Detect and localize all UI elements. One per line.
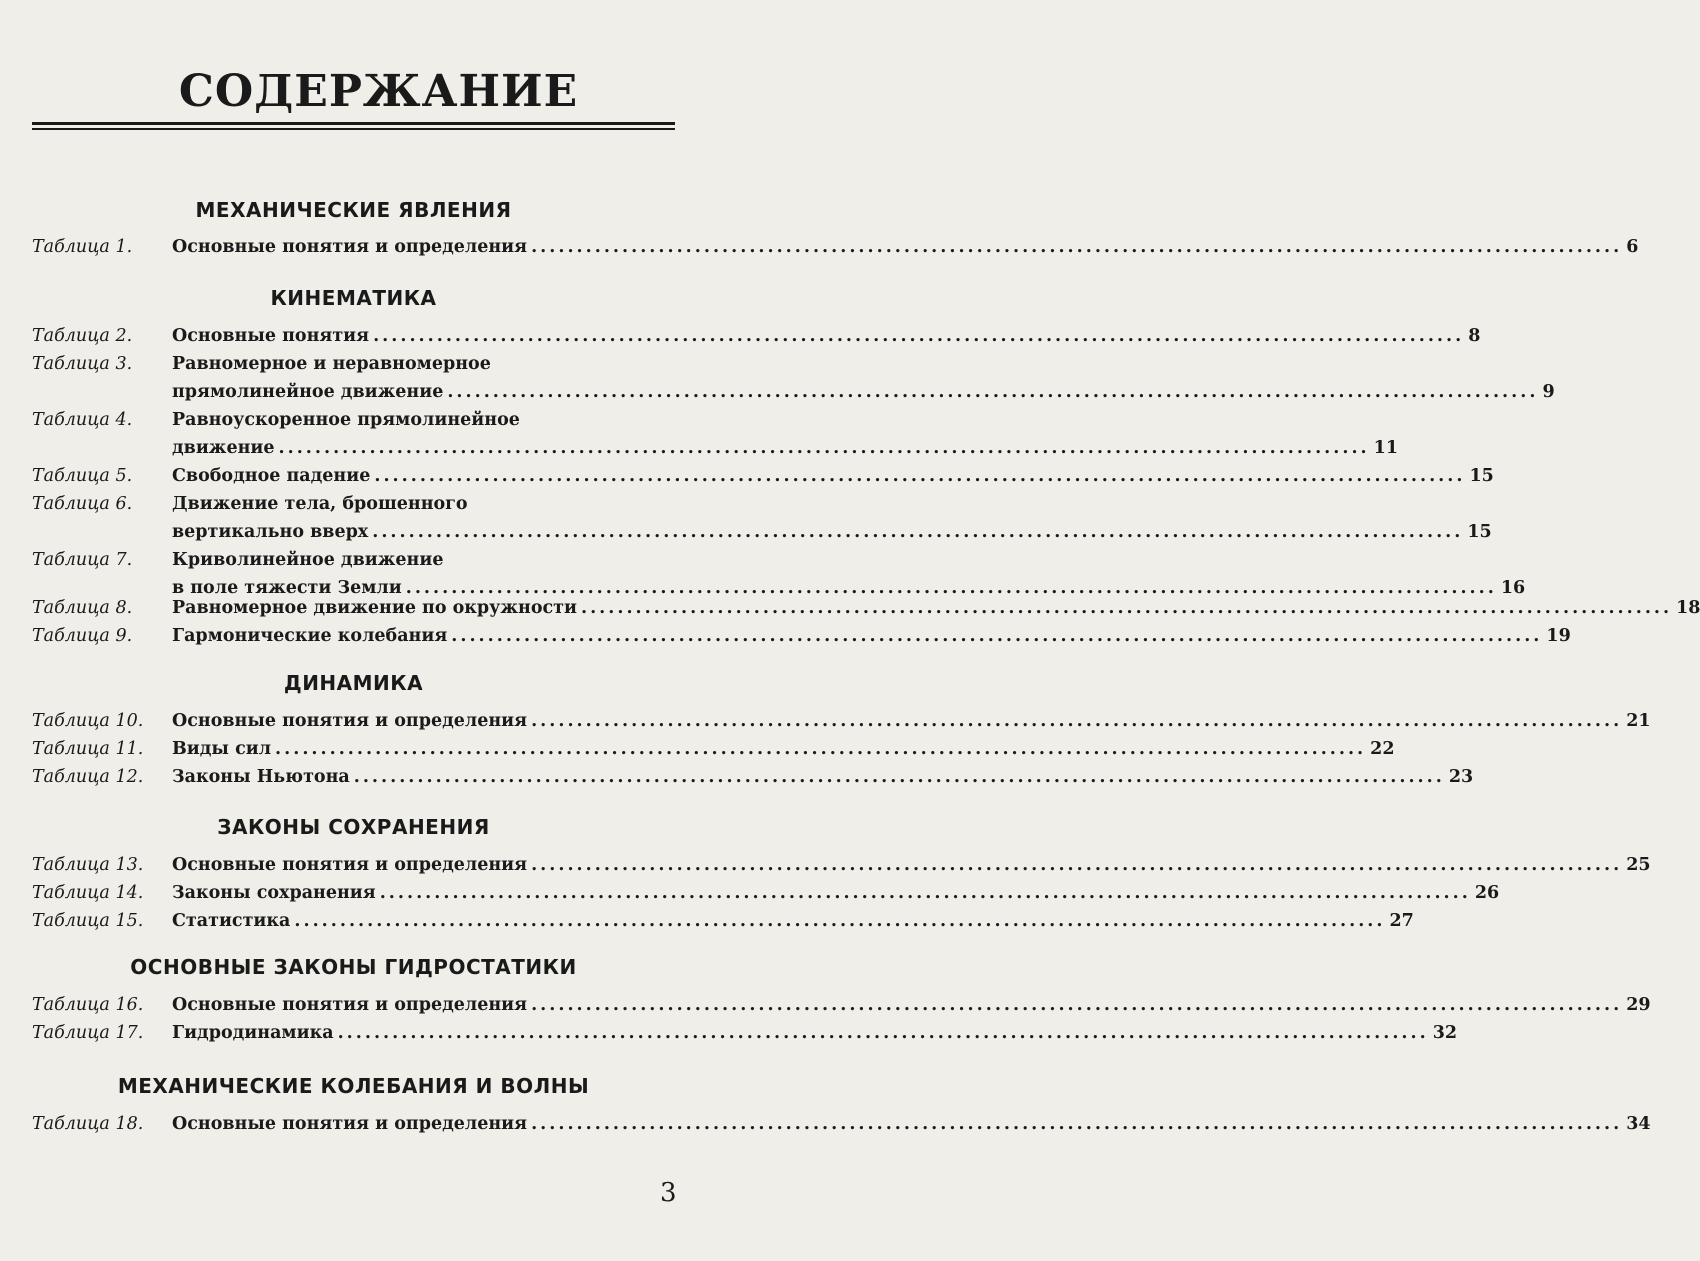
entry-line xyxy=(172,490,675,518)
table-label xyxy=(32,763,143,791)
table-label xyxy=(32,350,132,378)
table-label-prefix: Таблица xyxy=(32,711,110,731)
dot-leader: ........................................................................................................................ xyxy=(405,578,1497,598)
page-ref: 19 xyxy=(1546,626,1571,646)
table-label-number: 10. xyxy=(115,711,144,731)
dot-leader: ........................................................................................................................ xyxy=(531,855,1623,875)
toc-entry[interactable] xyxy=(32,907,1414,935)
table-label-number: 3. xyxy=(115,354,133,374)
page-ref: 23 xyxy=(1448,767,1474,787)
entry-line xyxy=(172,350,675,378)
table-label-prefix: Таблица xyxy=(32,883,110,903)
table-label xyxy=(32,1019,143,1047)
page-ref: 21 xyxy=(1626,711,1651,731)
page-ref: 34 xyxy=(1626,1114,1651,1134)
table-label xyxy=(32,406,132,434)
entry-line xyxy=(172,707,1651,735)
table-label-number: 7. xyxy=(115,550,133,570)
page-ref: 26 xyxy=(1474,883,1500,903)
entry-title: Гармонические колебания xyxy=(172,626,448,646)
entry-title: в поле тяжести Земли xyxy=(172,578,402,598)
table-label xyxy=(32,546,132,574)
table-label xyxy=(32,879,143,907)
table-label xyxy=(32,622,132,650)
entry-line xyxy=(172,1019,1458,1047)
entry-title: прямолинейное движение xyxy=(172,382,444,402)
entry-title: Основные понятия и определения xyxy=(172,855,528,875)
table-label-prefix: Таблица xyxy=(32,494,110,514)
dot-leader: ........................................................................................................................ xyxy=(531,711,1623,731)
toc-entry[interactable] xyxy=(32,594,1700,622)
table-label xyxy=(32,594,132,622)
entry-line xyxy=(172,1110,1651,1138)
entry-title: Статистика xyxy=(172,911,291,931)
section-heading: ДИНАМИКА xyxy=(283,671,424,695)
page-ref: 25 xyxy=(1626,855,1651,875)
page-ref: 16 xyxy=(1500,578,1526,598)
page-ref: 29 xyxy=(1626,995,1651,1015)
entry-line xyxy=(172,851,1651,879)
entry-title: Криволинейное движение xyxy=(172,550,444,570)
toc-entry[interactable] xyxy=(32,350,1555,406)
entry-title: Основные понятия и определения xyxy=(172,237,528,257)
table-label-number: 16. xyxy=(115,995,144,1015)
entry-line xyxy=(172,518,1492,546)
toc-entry[interactable] xyxy=(32,322,1481,350)
table-label-number: 1. xyxy=(115,237,133,257)
toc-entry[interactable] xyxy=(32,1019,1458,1047)
table-label-number: 6. xyxy=(115,494,133,514)
title-rule-thin xyxy=(32,128,675,130)
table-label xyxy=(32,462,132,490)
table-label-number: 12. xyxy=(115,767,144,787)
table-label-prefix: Таблица xyxy=(32,326,110,346)
table-label xyxy=(32,233,132,261)
entry-title: Законы сохранения xyxy=(172,883,376,903)
page-number: 3 xyxy=(660,1178,677,1208)
table-label xyxy=(32,991,143,1019)
page-ref: 15 xyxy=(1467,522,1492,542)
table-label-prefix: Таблица xyxy=(32,598,110,618)
toc-entry[interactable] xyxy=(32,763,1474,791)
dot-leader: ........................................................................................................................ xyxy=(373,326,1465,346)
entry-line xyxy=(172,594,1700,622)
table-label xyxy=(32,907,143,935)
entry-line xyxy=(172,434,1398,462)
table-label-prefix: Таблица xyxy=(32,1023,110,1043)
entry-title: Виды сил xyxy=(172,739,272,759)
entry-title: Равномерное и неравномерное xyxy=(172,354,491,374)
table-label-number: 5. xyxy=(115,466,133,486)
entry-line xyxy=(172,322,1481,350)
toc-entry[interactable] xyxy=(32,879,1500,907)
table-label-number: 2. xyxy=(115,326,133,346)
entry-line xyxy=(172,462,1494,490)
dot-leader: ........................................................................................................................ xyxy=(531,237,1623,257)
table-label xyxy=(32,707,143,735)
table-label-prefix: Таблица xyxy=(32,550,110,570)
table-label-prefix: Таблица xyxy=(32,410,110,430)
page-ref: 32 xyxy=(1432,1023,1458,1043)
page-ref: 22 xyxy=(1370,739,1395,759)
table-label-number: 13. xyxy=(115,855,144,875)
page-ref: 18 xyxy=(1676,598,1700,618)
entry-title: Гидродинамика xyxy=(172,1023,334,1043)
table-label-number: 17. xyxy=(115,1023,144,1043)
table-label xyxy=(32,735,143,763)
table-label-number: 4. xyxy=(115,410,133,430)
page-ref: 8 xyxy=(1468,326,1481,346)
table-label-prefix: Таблица xyxy=(32,911,110,931)
dot-leader: ........................................................................................................................ xyxy=(447,382,1539,402)
section-heading: КИНЕМАТИКА xyxy=(270,286,437,310)
entry-line xyxy=(172,622,1571,650)
page-ref: 11 xyxy=(1373,438,1398,458)
table-label xyxy=(32,490,132,518)
page-title: СОДЕРЖАНИЕ xyxy=(178,66,579,117)
section-heading: ОСНОВНЫЕ ЗАКОНЫ ГИДРОСТАТИКИ xyxy=(130,955,577,979)
entry-line xyxy=(172,233,1639,261)
entry-title: движение xyxy=(172,438,275,458)
table-label-number: 9. xyxy=(115,626,133,646)
entry-line xyxy=(172,735,1395,763)
table-label-prefix: Таблица xyxy=(32,237,110,257)
table-label-prefix: Таблица xyxy=(32,767,110,787)
page-ref: 27 xyxy=(1389,911,1414,931)
table-label-number: 15. xyxy=(115,911,144,931)
toc-entry[interactable] xyxy=(32,991,1651,1019)
page-ref: 6 xyxy=(1626,237,1639,257)
entry-title: Законы Ньютона xyxy=(172,767,350,787)
dot-leader: ........................................................................................................................ xyxy=(581,598,1673,618)
toc-entry[interactable] xyxy=(32,490,1492,546)
section-heading: МЕХАНИЧЕСКИЕ ЯВЛЕНИЯ xyxy=(195,198,512,222)
table-label-prefix: Таблица xyxy=(32,466,110,486)
table-label-number: 14. xyxy=(115,883,144,903)
entry-title: Движение тела, брошенного xyxy=(172,494,468,514)
dot-leader: ........................................................................................................................ xyxy=(531,995,1623,1015)
table-label-number: 8. xyxy=(115,598,133,618)
section-heading: МЕХАНИЧЕСКИЕ КОЛЕБАНИЯ И ВОЛНЫ xyxy=(117,1074,590,1098)
title-rule-thick xyxy=(32,122,675,125)
table-label-prefix: Таблица xyxy=(32,1114,110,1134)
dot-leader: ........................................................................................................................ xyxy=(278,438,1370,458)
table-label xyxy=(32,851,143,879)
entry-title: Равноускоренное прямолинейное xyxy=(172,410,520,430)
dot-leader: ........................................................................................................................ xyxy=(379,883,1471,903)
toc-entry[interactable] xyxy=(32,707,1651,735)
dot-leader: ........................................................................................................................ xyxy=(294,911,1386,931)
table-label xyxy=(32,1110,143,1138)
toc-entry[interactable] xyxy=(32,622,1571,650)
dot-leader: ........................................................................................................................ xyxy=(372,522,1464,542)
toc-entry[interactable] xyxy=(32,406,1398,462)
entry-line xyxy=(172,763,1474,791)
page-ref: 9 xyxy=(1542,382,1555,402)
entry-line xyxy=(172,546,675,574)
table-label-prefix: Таблица xyxy=(32,626,110,646)
entry-title: Основные понятия и определения xyxy=(172,1114,528,1134)
section-heading: ЗАКОНЫ СОХРАНЕНИЯ xyxy=(217,815,490,839)
toc-entry[interactable] xyxy=(32,1110,1651,1138)
page-ref: 15 xyxy=(1469,466,1494,486)
entry-line xyxy=(172,378,1555,406)
dot-leader: ........................................................................................................................ xyxy=(275,739,1367,759)
table-label-number: 11. xyxy=(115,739,144,759)
entry-title: Равномерное движение по окружности xyxy=(172,598,577,618)
toc-entry[interactable] xyxy=(32,233,1639,261)
toc-entry[interactable] xyxy=(32,735,1395,763)
entry-title: Свободное падение xyxy=(172,466,371,486)
dot-leader: ........................................................................................................................ xyxy=(451,626,1543,646)
toc-entry[interactable] xyxy=(32,851,1651,879)
dot-leader: ........................................................................................................................ xyxy=(374,466,1466,486)
entry-line xyxy=(172,406,675,434)
table-label-number: 18. xyxy=(115,1114,144,1134)
table-label-prefix: Таблица xyxy=(32,995,110,1015)
table-label-prefix: Таблица xyxy=(32,354,110,374)
dot-leader: ........................................................................................................................ xyxy=(531,1114,1623,1134)
table-label-prefix: Таблица xyxy=(32,855,110,875)
dot-leader: ........................................................................................................................ xyxy=(353,767,1445,787)
dot-leader: ........................................................................................................................ xyxy=(337,1023,1429,1043)
entry-title: Основные понятия xyxy=(172,326,370,346)
toc-entry[interactable] xyxy=(32,462,1494,490)
entry-line xyxy=(172,991,1651,1019)
entry-title: Основные понятия и определения xyxy=(172,711,528,731)
entry-title: Основные понятия и определения xyxy=(172,995,528,1015)
table-label xyxy=(32,322,132,350)
entry-line xyxy=(172,879,1500,907)
table-label-prefix: Таблица xyxy=(32,739,110,759)
entry-line xyxy=(172,907,1414,935)
entry-title: вертикально вверх xyxy=(172,522,369,542)
